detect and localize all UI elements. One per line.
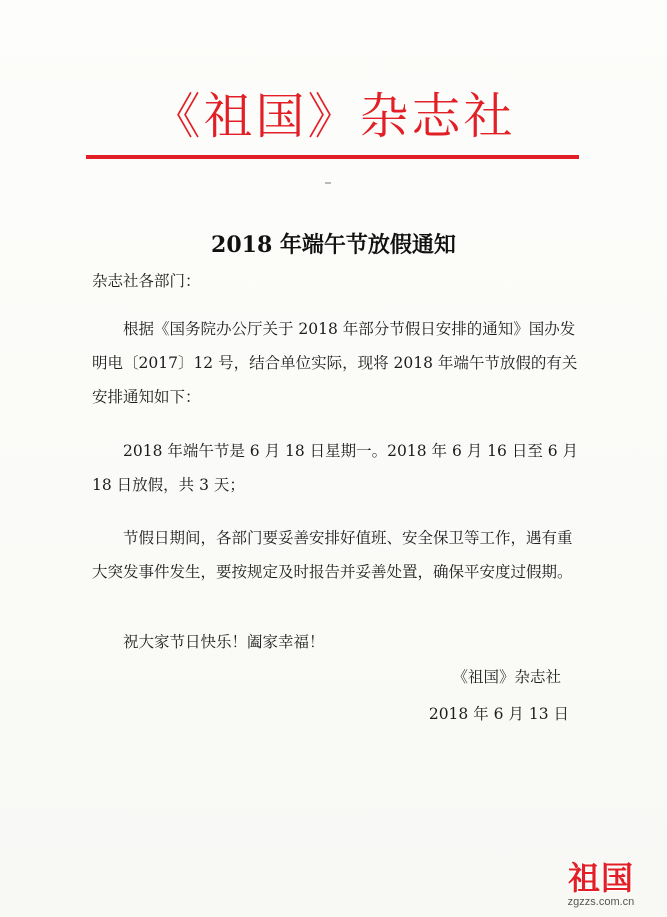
signature-date: 2018 年 6 月 13 日 [428,705,569,723]
masthead-title: 《祖国》杂志社 [151,88,516,145]
logo-mark: 祖国 [567,859,634,897]
notice-title: 2018 年端午节放假通知 [211,232,456,258]
paragraph-greeting: 祝大家节日快乐！阖家幸福！ [123,633,325,651]
paragraph-schedule: 2018 年端午节是 6 月 18 日星期一。2018 年 6 月 16 日至 6 月 18 日放假，共 3 天； [92,442,579,494]
site-logo [553,860,649,910]
signature-organization: 《祖国》杂志社 [452,668,561,686]
paper-speck [325,182,331,184]
logo-url: zgzzs.com.cn [567,896,635,908]
paragraph-basis: 根据《国务院办公厅关于 2018 年部分节假日安排的通知》国办发明电〔2017〕12 号，结合单位实际，现将 2018 年端午节放假的有关安排通知如下： [92,320,578,406]
paragraph-duty: 节假日期间，各部门要妥善安排好值班、安全保卫等工作，遇有重大突发事件发生，要按规定及时报告并妥善处置，确保平安度过假期。 [92,529,573,581]
red-divider-line [86,155,579,159]
salutation: 杂志社各部门： [92,272,201,290]
